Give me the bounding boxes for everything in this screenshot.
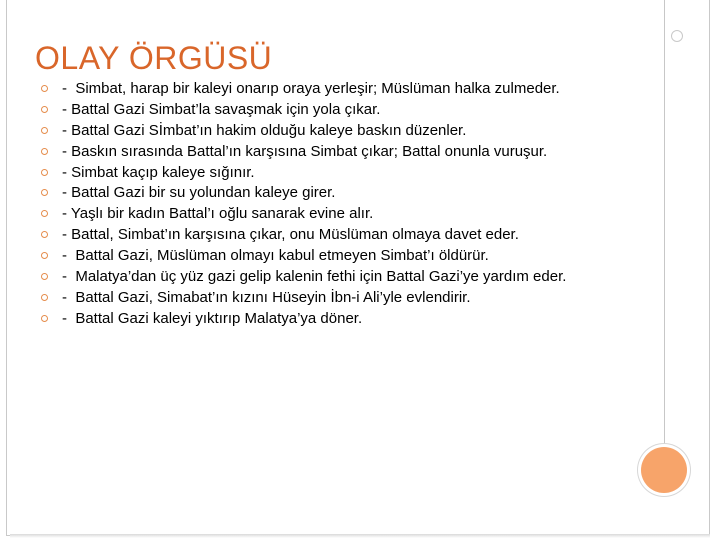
bullet-icon [40, 122, 62, 139]
list-item-text: - Battal, Simbat’ın karşısına çıkar, onu Müslüman olmaya davet eder. [62, 226, 519, 244]
bullet-icon [40, 289, 62, 306]
bullet-icon [40, 247, 62, 264]
list-item [40, 122, 640, 139]
bullet-icon [40, 205, 62, 222]
bullet-icon [40, 226, 62, 243]
bullet-icon [40, 184, 62, 201]
list-item-text: - Battal Gazi Simbat’la savaşmak için yola çıkar. [62, 100, 381, 118]
slide-bottom-shadow [10, 534, 710, 538]
bullet-icon [40, 268, 62, 285]
decorative-vertical-line [664, 0, 665, 450]
list-item [40, 289, 640, 306]
list-item-text: - Simbat, harap bir kaleyi onarıp oraya yerleşir; Müslüman halka zulmeder. [62, 80, 560, 97]
bullet-icon [40, 310, 62, 327]
list-item-text: - Battal Gazi, Simabat’ın kızını Hüseyin İbn-i Ali’yle evlendirir. [62, 288, 471, 306]
decorative-small-circle-icon [671, 30, 683, 42]
slide-title: OLAY ÖRGÜSÜ [35, 40, 273, 76]
bullet-icon [40, 101, 62, 118]
bullet-list [40, 80, 640, 331]
list-item [40, 101, 640, 118]
bullet-icon [40, 80, 62, 97]
list-item-text: - Baskın sırasında Battal’ın karşısına Simbat çıkar; Battal onunla vuruşur. [62, 142, 548, 160]
list-item [40, 164, 640, 181]
list-item [40, 205, 640, 222]
list-item [40, 226, 640, 243]
list-item-text: - Yaşlı bir kadın Battal’ı oğlu sanarak evine alır. [62, 205, 374, 223]
list-item [40, 310, 640, 327]
list-item [40, 268, 640, 285]
list-item [40, 143, 640, 160]
list-item-text: - Battal Gazi, Müslüman olmayı kabul etmeyen Simbat’ı öldürür. [62, 247, 489, 265]
bullet-icon [40, 164, 62, 181]
bullet-icon [40, 143, 62, 160]
list-item [40, 247, 640, 264]
list-item-text: - Simbat kaçıp kaleye sığınır. [62, 163, 255, 181]
list-item-text: - Battal Gazi bir su yolundan kaleye girer. [62, 184, 336, 202]
list-item-text: - Battal Gazi Sİmbat’ın hakim olduğu kaleye baskın düzenler. [62, 121, 467, 139]
decorative-orange-circle-icon [641, 447, 687, 493]
list-item-text: - Malatya’dan üç yüz gazi gelip kalenin fethi için Battal Gazi’ye yardım eder. [62, 268, 567, 286]
list-item [40, 184, 640, 201]
list-item-text: - Battal Gazi kaleyi yıktırıp Malatya’ya döner. [62, 309, 363, 327]
list-item [40, 80, 640, 97]
